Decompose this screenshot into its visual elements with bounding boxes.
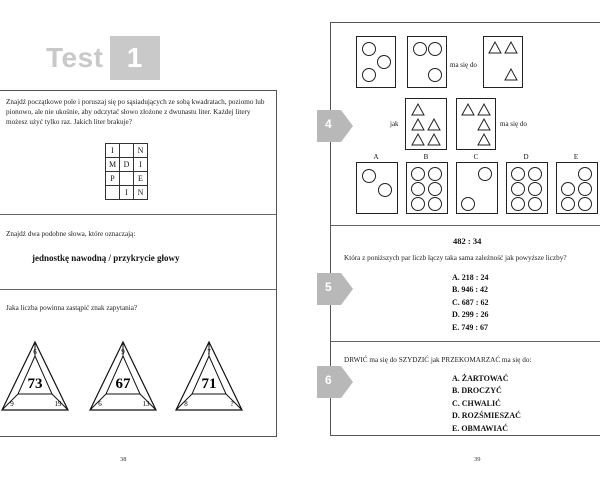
test-title: Test: [46, 42, 104, 73]
grid-cell: N: [134, 144, 148, 158]
answer-option[interactable]: A. ŻARTOWAĆ: [452, 374, 509, 383]
as-label: jak: [390, 120, 399, 128]
page-number-right: 39: [474, 456, 481, 463]
test-number-badge: 1: [110, 36, 160, 80]
divider: [0, 214, 276, 215]
option-label: D: [523, 153, 529, 161]
grid-cell: M: [106, 158, 120, 172]
option-label: C: [473, 153, 479, 161]
q5-number-pair: 482 : 34: [453, 236, 482, 246]
divider: [0, 289, 276, 290]
answer-option[interactable]: C. CHWALIĆ: [452, 398, 501, 408]
is-to-label: ma się do: [500, 120, 527, 128]
answer-option[interactable]: E. OBMAWIAĆ: [452, 423, 509, 433]
q1-text: Znajdź początkowe pole i poruszaj się po sąsiadujących ze sobą kwadratach, poziomo lub pionowo, ale nie ukośnie, aby odczytać słowo złożone z dwunastu liter. Każdej litery możesz użyć tylko raz. Jakich liter brakuje?: [6, 98, 265, 127]
is-to-label: ma się do: [450, 61, 477, 69]
tri2-top: 9: [121, 348, 125, 356]
divider: [331, 225, 600, 226]
q5-text: Która z poniższych par liczb łączy taka sama zależność jak powyższe liczby?: [344, 254, 567, 262]
triangle-1: [2, 342, 68, 410]
tab-4-number: 4: [325, 117, 332, 131]
grid-cell: [120, 144, 134, 158]
q3-text: Jaka liczba powinna zastąpić znak zapytania?: [6, 304, 138, 312]
option-box-c[interactable]: [456, 162, 498, 214]
answer-option[interactable]: E. 749 : 67: [452, 322, 488, 332]
tri2-right: 13: [142, 400, 150, 408]
tri3-right: ?: [230, 400, 234, 408]
answer-option[interactable]: C. 687 : 62: [452, 297, 489, 307]
option-box-a[interactable]: [356, 162, 398, 214]
figure-box-circles: [407, 36, 447, 88]
answer-option[interactable]: B. DROCZYĆ: [452, 386, 502, 396]
answer-option[interactable]: D. 299 : 26: [452, 310, 489, 320]
grid-cell: D: [120, 158, 134, 172]
grid-cell: [120, 172, 134, 186]
page-number-left: 38: [120, 456, 127, 463]
tri1-left: 9: [10, 400, 14, 408]
answer-option[interactable]: D. ROZŚMIESZAĆ: [452, 411, 521, 421]
question-tab-5: [317, 273, 353, 305]
grid-cell: I: [134, 158, 148, 172]
letter-grid: [105, 143, 148, 200]
tri3-left: 8: [184, 400, 188, 408]
q6-text: DRWIĆ ma się do SZYDZIĆ jak PRZEKOMARZAĆ ma się do:: [344, 356, 532, 364]
answer-option[interactable]: A. 218 : 24: [452, 273, 489, 282]
answer-option[interactable]: B. 946 : 42: [452, 285, 488, 295]
question-tab-4: [317, 110, 353, 142]
tri2-center: 67: [115, 376, 131, 392]
test-header: [46, 36, 160, 80]
q5-answer-list: [452, 272, 488, 334]
q6-answer-list: [452, 373, 521, 435]
tri2-left: 6: [98, 400, 102, 408]
grid-cell: P: [106, 172, 120, 186]
question-tab-6: [317, 366, 353, 398]
option-label: E: [573, 153, 579, 161]
option-label: A: [373, 153, 379, 161]
grid-cell: [106, 186, 120, 200]
option-box-e[interactable]: [556, 162, 598, 214]
tri1-center: 73: [27, 376, 43, 392]
number-triangles: [0, 340, 283, 412]
grid-cell: N: [134, 186, 148, 200]
tri3-center: 71: [201, 376, 217, 392]
option-box-b[interactable]: [406, 162, 448, 214]
figure-box-circles: [356, 36, 396, 88]
figure-box-triangles: [405, 98, 447, 150]
tri1-top: 6: [33, 348, 37, 356]
tab-5-number: 5: [325, 280, 332, 294]
figure-box-triangles: [483, 36, 523, 88]
grid-cell: E: [134, 172, 148, 186]
grid-cell: I: [120, 186, 134, 200]
tab-6-number: 6: [325, 373, 332, 387]
triangle-3: [176, 342, 242, 410]
option-box-d[interactable]: [506, 162, 548, 214]
figure-box-triangles: [456, 98, 496, 150]
grid-cell: I: [106, 144, 120, 158]
q2-text: Znajdź dwa podobne słowa, które oznaczają:: [6, 230, 136, 238]
triangle-2: [90, 342, 156, 410]
divider: [331, 341, 600, 342]
tri1-right: 19: [54, 400, 62, 408]
option-label: B: [423, 153, 429, 161]
tri3-top: 7: [207, 348, 211, 356]
q2-phrase: jednostkę nawodną / przykrycie głowy: [32, 253, 180, 263]
book-gutter: [283, 0, 317, 480]
